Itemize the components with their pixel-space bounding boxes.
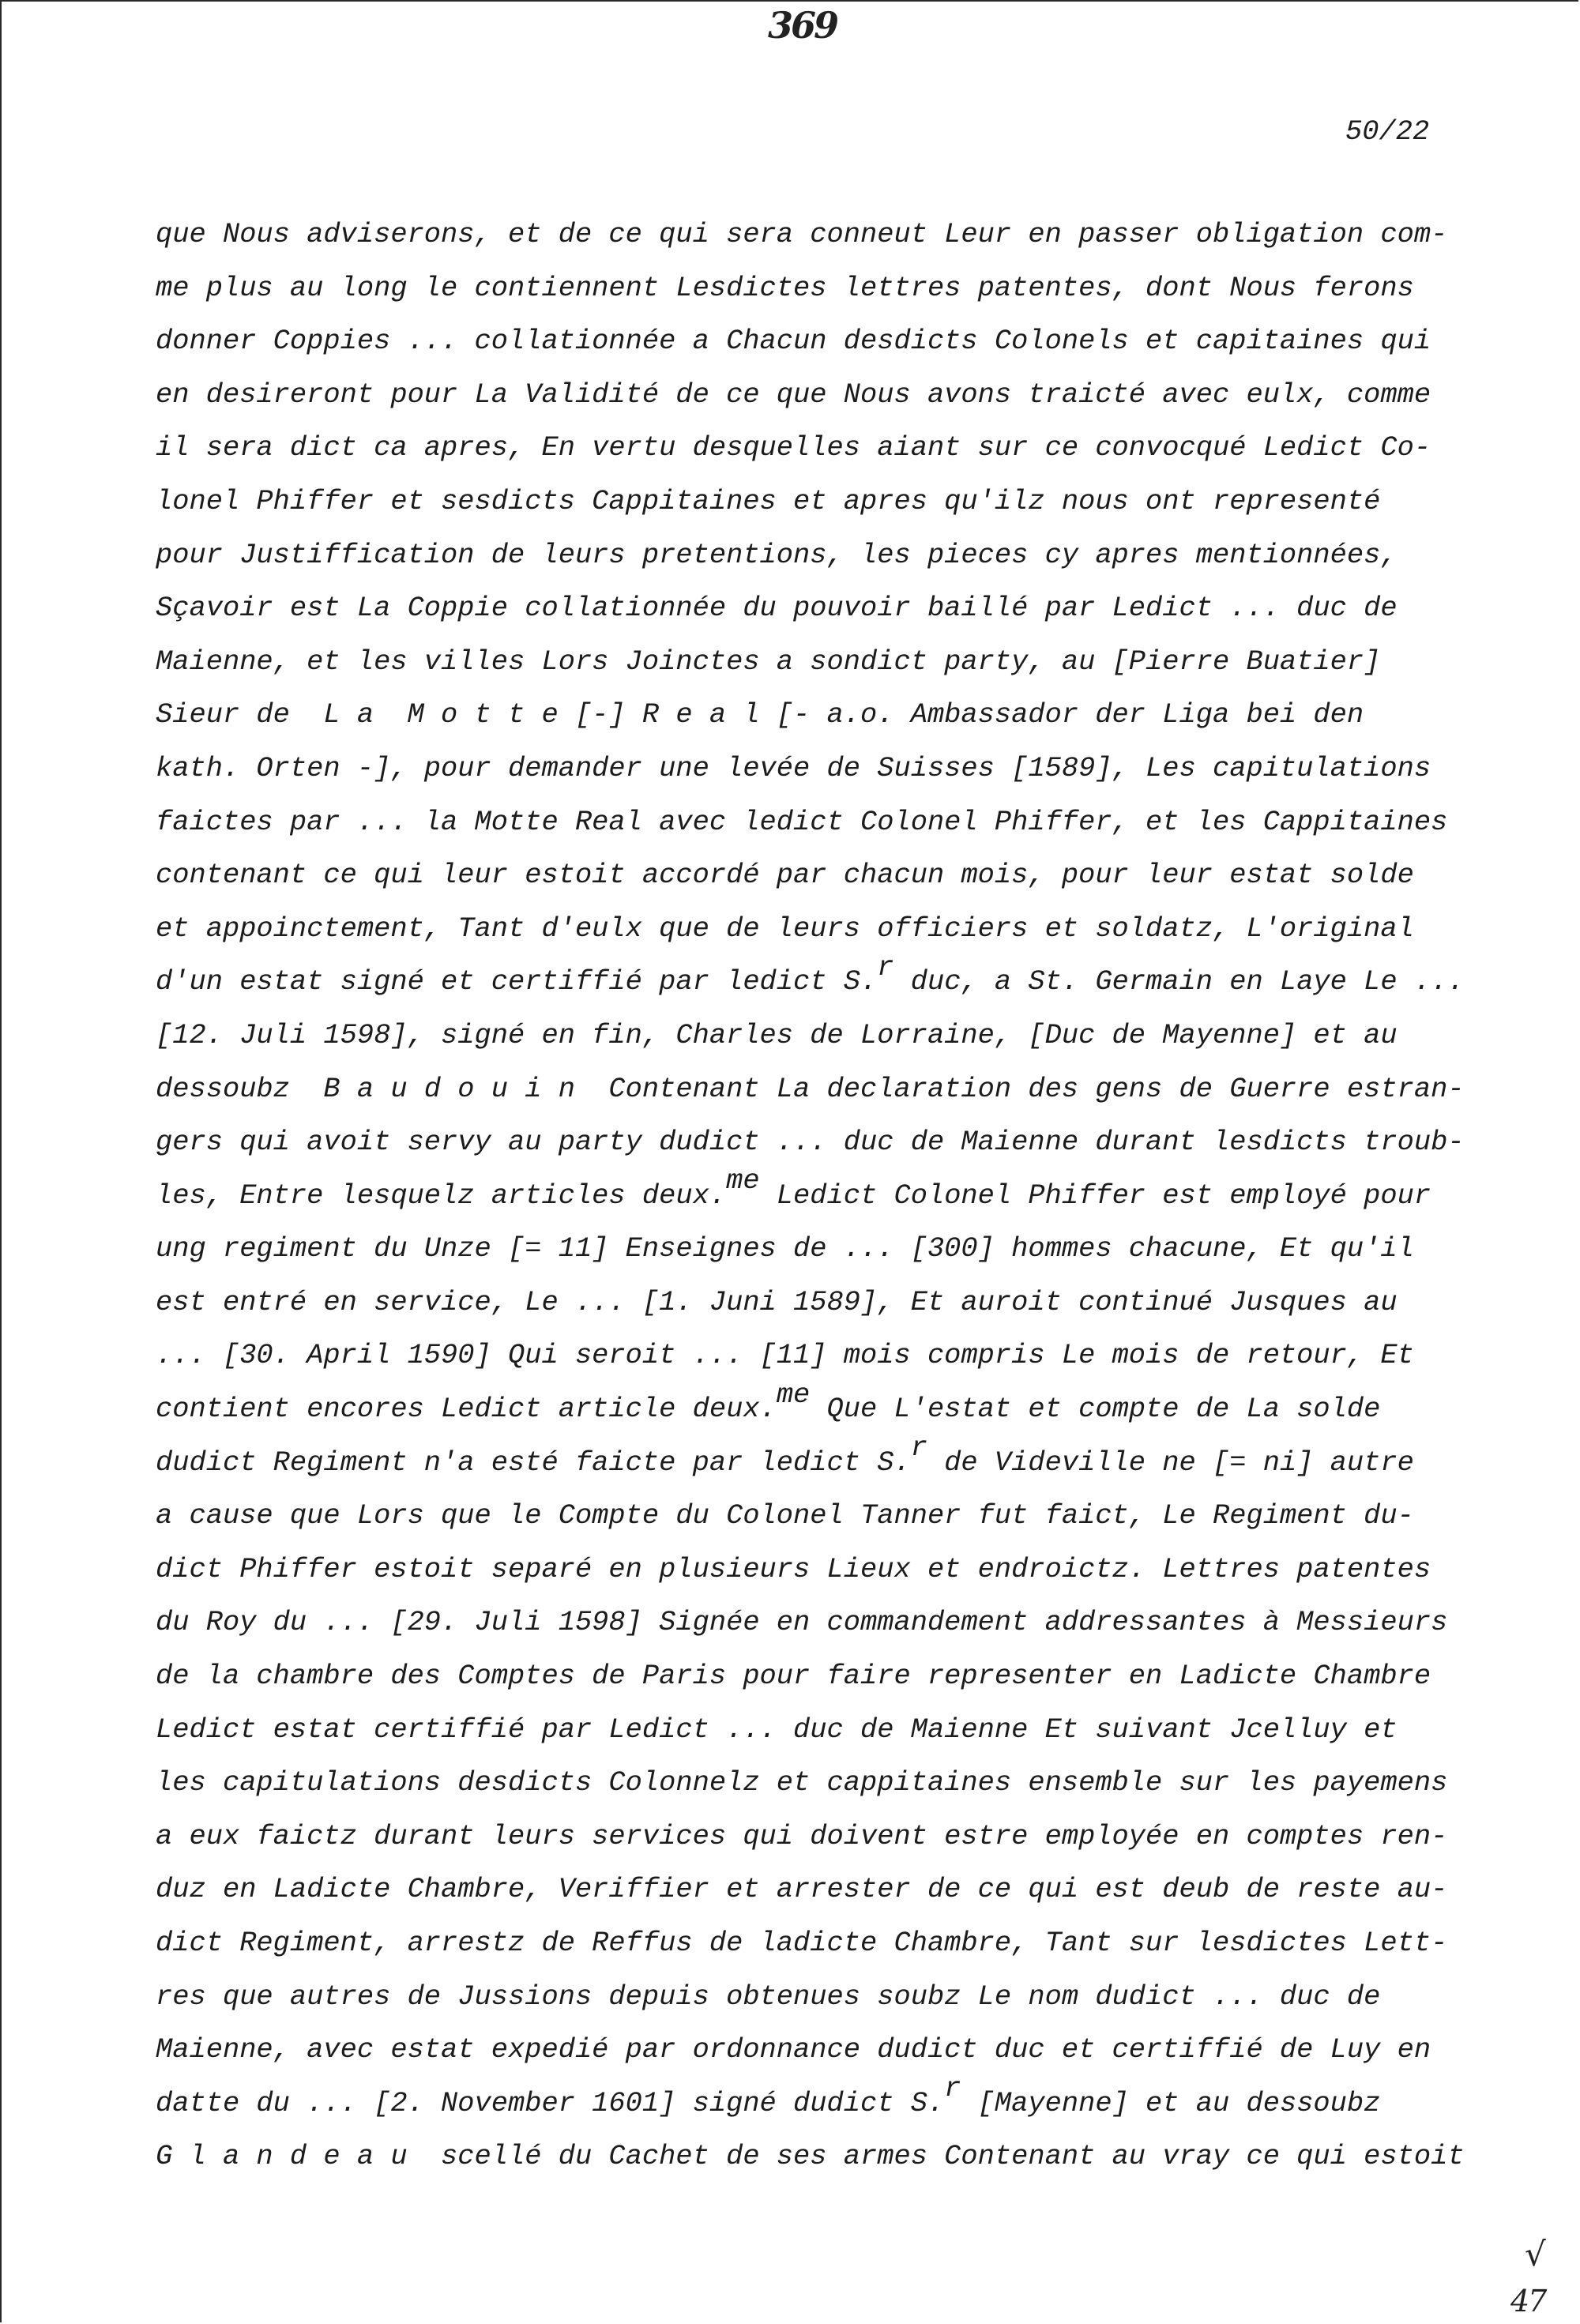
text-line: [156, 849, 1499, 903]
line-text: les, Entre lesquelz articles deux.: [156, 1179, 727, 1212]
line-text: Maienne, et les villes Lors Joinctes a sondict party, au [Pierre Buatier]: [156, 645, 1381, 678]
text-line: [156, 1432, 1499, 1491]
text-line: [156, 1223, 1499, 1277]
page-number: 50/22: [1345, 116, 1430, 148]
line-text: pour Justiffication de leurs pretentions, les pieces cy apres mentionnées,: [156, 539, 1398, 571]
text-line: [156, 1596, 1499, 1650]
text-line: [156, 262, 1499, 316]
text-line: [156, 315, 1499, 369]
line-text: Que L'estat et compte de La solde: [810, 1393, 1381, 1426]
text-line: [156, 1063, 1499, 1117]
line-text: dudict Regiment n'a esté faicte par ledict S.: [156, 1446, 911, 1479]
line-text: que Nous adviserons, et de ce qui sera conneut Leur en passer obligation com-: [156, 219, 1448, 250]
line-text: ... [30. April 1590] Qui seroit ... [11] mois compris Le mois de retour, Et: [156, 1340, 1414, 1372]
line-text: Maienne, avec estat expedié par ordonnance dudict duc et certiffié de Luy en: [156, 2034, 1431, 2066]
line-text: lonel Phiffer et sesdicts Cappitaines et apres qu'ilz nous ont representé: [156, 485, 1381, 517]
text-line: [156, 1757, 1499, 1811]
line-text: dessoubz B a u d o u i n Contenant La declaration des gens de Guerre estran-: [156, 1073, 1465, 1105]
line-text: Sçavoir est La Coppie collationnée du pouvoir baillé par Ledict ... duc de: [156, 592, 1398, 625]
text-line: [156, 743, 1499, 796]
text-line: [156, 1650, 1499, 1704]
text-line: [156, 1971, 1499, 2025]
text-line: [156, 422, 1499, 476]
text-line: [156, 1010, 1499, 1063]
line-text: a eux faictz durant leurs services qui doivent estre employée en comptes ren-: [156, 1820, 1448, 1852]
text-line: [156, 1165, 1499, 1224]
line-text: de la chambre des Comptes de Paris pour faire representer en Ladicte Chambre: [156, 1660, 1431, 1693]
line-text: faictes par ... la Motte Real avec ledict Colonel Phiffer, et les Cappitaines: [156, 806, 1448, 838]
text-line: [156, 1704, 1499, 1758]
text-line: [156, 1329, 1499, 1383]
text-line: [156, 582, 1499, 636]
text-line: [156, 476, 1499, 529]
line-text: il sera dict ca apres, En vertu desquelles aiant sur ce convocqué Ledict Co-: [156, 432, 1431, 464]
superscript: r: [877, 951, 894, 983]
line-text: a cause que Lors que le Compte du Colonel Tanner fut faict, Le Regiment du-: [156, 1500, 1414, 1532]
text-line: [156, 2130, 1499, 2184]
line-text: Sieur de L a M o t t e [-] R e a l [- a.o. Ambassador der Liga bei den: [156, 699, 1364, 731]
line-text: et appoinctement, Tant d'eulx que de leurs officiers et soldatz, L'original: [156, 912, 1414, 945]
line-text: du Roy du ... [29. Juli 1598] Signée en commandement addressantes à Messieurs: [156, 1607, 1448, 1639]
text-line: [156, 689, 1499, 743]
line-text: ung regiment du Unze [= 11] Enseignes de ... [300] hommes chacune, Et qu'il: [156, 1233, 1414, 1265]
line-text: dict Regiment, arrestz de Reffus de ladicte Chambre, Tant sur lesdictes Lett-: [156, 1927, 1448, 1959]
text-line: [156, 1116, 1499, 1170]
typed-text-body: [156, 209, 1499, 2184]
text-line: [156, 2024, 1499, 2078]
line-text: contient encores Ledict article deux.: [156, 1393, 777, 1426]
line-text: donner Coppies ... collationnée a Chacun desdicts Colonels et capitaines qui: [156, 325, 1431, 358]
line-text: d'un estat signé et certiffié par ledict S.: [156, 966, 878, 998]
text-line: [156, 1490, 1499, 1544]
text-line: [156, 1863, 1499, 1917]
text-line: [156, 951, 1499, 1010]
line-text: duc, a St. Germain en Laye Le ...: [893, 966, 1465, 998]
line-text: res que autres de Jussions depuis obtenues soubz Le nom dudict ... duc de: [156, 1980, 1381, 2013]
line-text: G l a n d e a u scellé du Cachet de ses armes Contenant au vray ce qui estoit: [156, 2141, 1465, 2173]
text-line: [156, 1917, 1499, 1971]
line-text: [12. Juli 1598], signé en fin, Charles de Lorraine, [Duc de Mayenne] et au: [156, 1019, 1398, 1051]
text-line: [156, 209, 1499, 262]
line-text: les capitulations desdicts Colonnelz et cappitaines ensemble sur les payemens: [156, 1767, 1448, 1799]
line-text: datte du ... [2. November 1601] signé dudict S.: [156, 2087, 945, 2119]
superscript: me: [726, 1165, 760, 1198]
text-line: [156, 1378, 1499, 1437]
line-text: duz en Ladicte Chambre, Veriffier et arrester de ce qui est deub de reste au-: [156, 1874, 1448, 1906]
handwritten-check-mark: √: [1525, 2235, 1546, 2273]
line-text: me plus au long le contiennent Lesdictes lettres patentes, dont Nous ferons: [156, 272, 1414, 304]
line-text: en desireront pour La Validité de ce que Nous avons traicté avec eulx, comme: [156, 378, 1431, 411]
line-text: gers qui avoit servy au party dudict ... duc de Maienne durant lesdicts troub-: [156, 1126, 1465, 1159]
line-text: est entré en service, Le ... [1. Juni 1589], Et auroit continué Jusques au: [156, 1286, 1398, 1318]
line-text: [Mayenne] et au dessoubz: [961, 2087, 1381, 2119]
superscript: r: [944, 2073, 961, 2105]
superscript: r: [910, 1432, 927, 1465]
text-line: [156, 529, 1499, 583]
line-text: de Videville ne [= ni] autre: [927, 1446, 1414, 1479]
line-text: contenant ce qui leur estoit accordé par chacun mois, pour leur estat solde: [156, 859, 1414, 892]
text-line: [156, 796, 1499, 850]
text-line: [156, 369, 1499, 423]
text-line: [156, 1277, 1499, 1330]
line-text: Ledict Colonel Phiffer est employé pour: [759, 1179, 1431, 1212]
handwritten-margin-number: 47: [1510, 2284, 1546, 2318]
text-line: [156, 1811, 1499, 1864]
text-line: [156, 903, 1499, 957]
text-line: [156, 1544, 1499, 1597]
handwritten-folio-number: 369: [768, 4, 837, 47]
text-line: [156, 2073, 1499, 2131]
superscript: me: [776, 1378, 811, 1411]
line-text: Ledict estat certiffié par Ledict ... duc de Maienne Et suivant Jcelluy et: [156, 1713, 1398, 1746]
text-line: [156, 636, 1499, 690]
line-text: kath. Orten -], pour demander une levée de Suisses [1589], Les capitulations: [156, 752, 1431, 784]
line-text: dict Phiffer estoit separé en plusieurs Lieux et endroictz. Lettres patentes: [156, 1553, 1431, 1585]
